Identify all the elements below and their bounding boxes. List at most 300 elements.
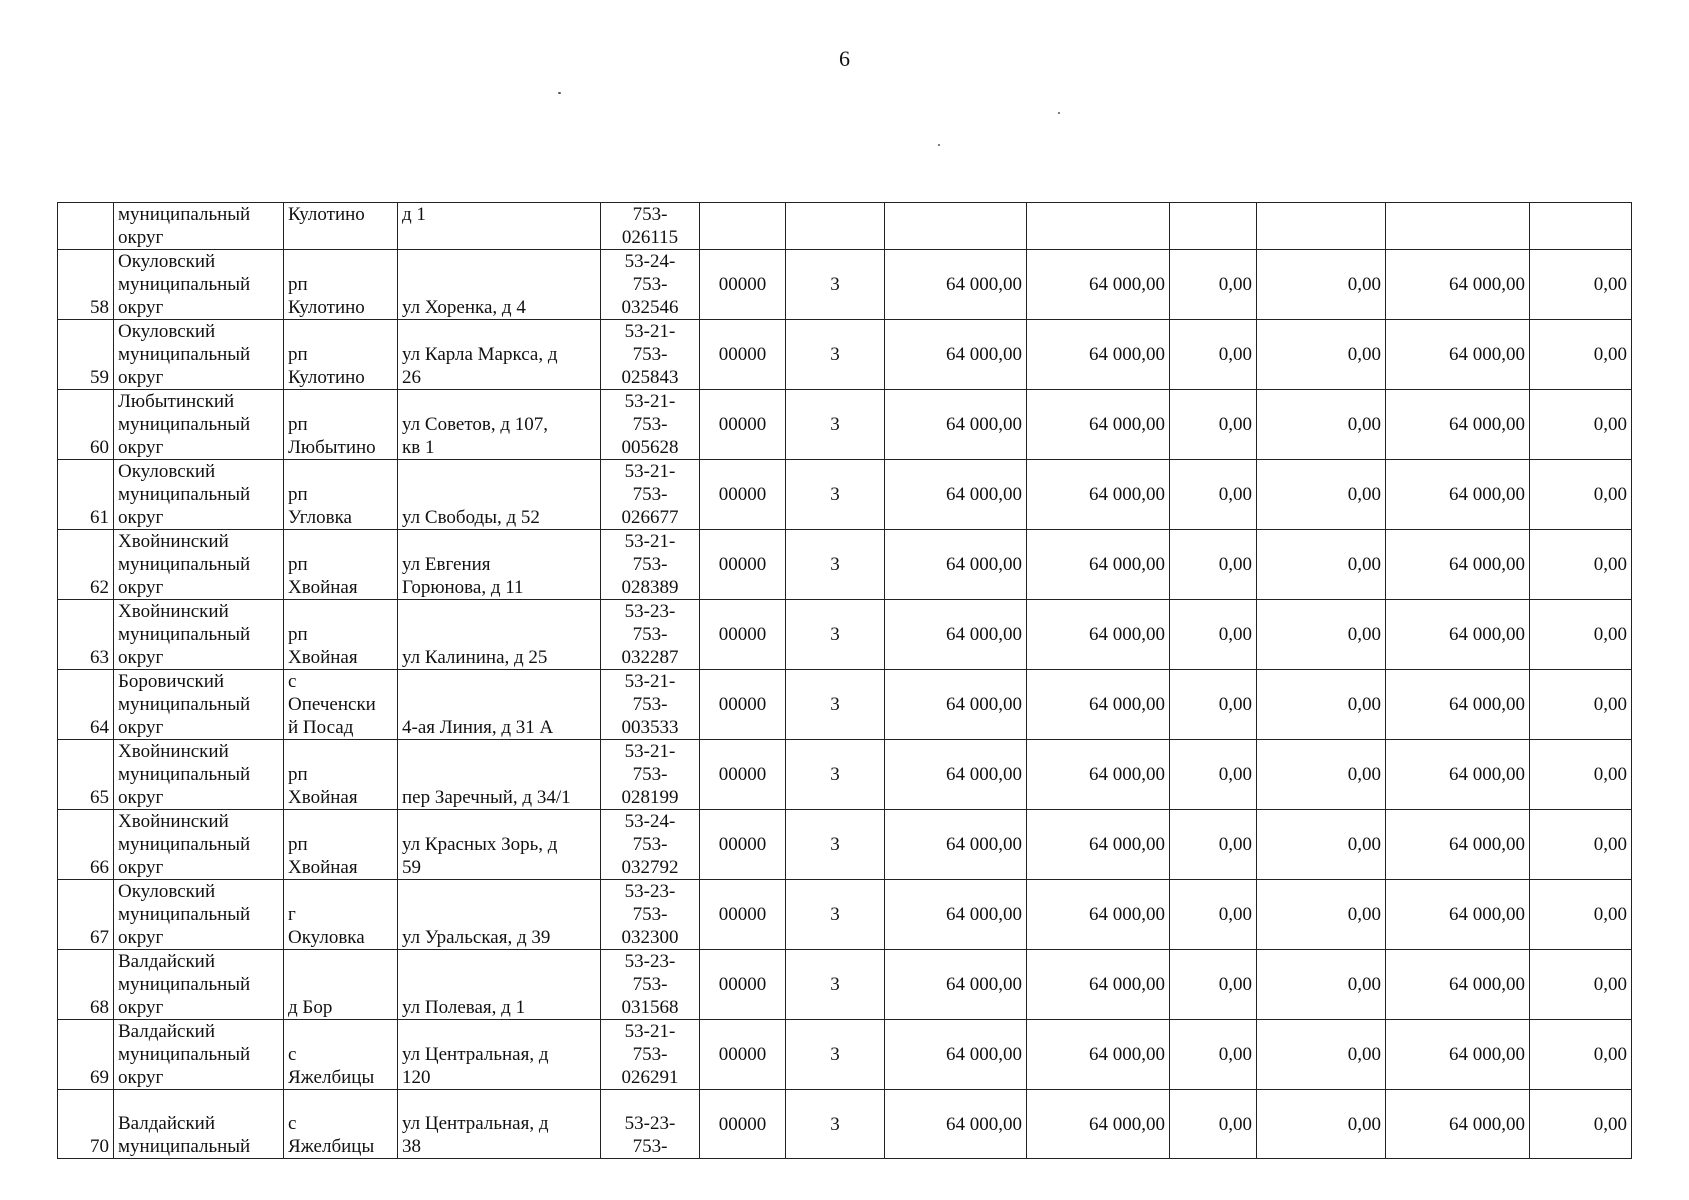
amount-federal-cell: 0,00 [1170, 320, 1257, 390]
amount-federal-cell: 0,00 [1170, 880, 1257, 950]
scan-speck [558, 92, 561, 94]
district-cell [114, 460, 284, 530]
row-number-cell: 68 [58, 950, 114, 1020]
code-cell-line: 53-21- [624, 321, 676, 342]
row-number-cell: 70 [58, 1090, 114, 1159]
amount-balance-cell: 0,00 [1530, 530, 1632, 600]
district-cell-line: Валдайский [118, 951, 216, 972]
settlement-cell [284, 390, 398, 460]
amount-total-cell: 64 000,00 [885, 880, 1027, 950]
table-row [58, 1020, 1632, 1090]
address-cell-line: ул Красных Зорь, д [402, 834, 558, 855]
empty-cell [1530, 203, 1632, 250]
address-cell [398, 390, 601, 460]
district-cell [114, 1020, 284, 1090]
amount-paid-cell: 64 000,00 [1386, 670, 1530, 740]
district-cell [114, 1090, 284, 1159]
settlement-cell [284, 670, 398, 740]
code-cell [601, 203, 700, 250]
amount-local-cell: 0,00 [1257, 880, 1386, 950]
settlement-cell-line: Яжелбицы [288, 1067, 375, 1088]
address-cell [398, 460, 601, 530]
empty-cell [1027, 203, 1170, 250]
district-cell-line: округ [118, 857, 164, 878]
amount-regional-cell: 64 000,00 [1027, 740, 1170, 810]
category-cell: 3 [786, 950, 885, 1020]
zero-code-cell: 00000 [700, 390, 786, 460]
amount-federal-cell: 0,00 [1170, 1090, 1257, 1159]
district-cell-line: округ [118, 227, 164, 248]
settlement-cell-line: Хвойная [288, 787, 358, 808]
district-cell [114, 810, 284, 880]
empty-cell [786, 203, 885, 250]
category-cell: 3 [786, 740, 885, 810]
category-cell: 3 [786, 530, 885, 600]
amount-total-cell: 64 000,00 [885, 600, 1027, 670]
address-cell-line: ул Хоренка, д 4 [402, 297, 526, 318]
row-number-cell: 63 [58, 600, 114, 670]
address-cell [398, 950, 601, 1020]
amount-local-cell: 0,00 [1257, 600, 1386, 670]
amount-regional-cell: 64 000,00 [1027, 670, 1170, 740]
table-row [58, 1090, 1632, 1159]
settlement-cell [284, 740, 398, 810]
table-body [58, 203, 1632, 1159]
settlement-cell-line: Яжелбицы [288, 1136, 375, 1157]
address-cell-line: ул Карла Маркса, д [402, 344, 558, 365]
amount-total-cell: 64 000,00 [885, 810, 1027, 880]
amount-local-cell: 0,00 [1257, 390, 1386, 460]
settlement-cell-line: Угловка [288, 507, 352, 528]
amount-paid-cell: 64 000,00 [1386, 1090, 1530, 1159]
amount-total-cell: 64 000,00 [885, 1090, 1027, 1159]
amount-paid-cell: 64 000,00 [1386, 600, 1530, 670]
amount-local-cell: 0,00 [1257, 320, 1386, 390]
amount-balance-cell: 0,00 [1530, 810, 1632, 880]
code-cell-line: 753- [632, 1136, 668, 1157]
amount-regional-cell: 64 000,00 [1027, 530, 1170, 600]
district-cell-line: муниципальный [118, 764, 251, 785]
category-cell: 3 [786, 810, 885, 880]
district-cell-line: округ [118, 647, 164, 668]
amount-regional-cell: 64 000,00 [1027, 320, 1170, 390]
amount-federal-cell: 0,00 [1170, 740, 1257, 810]
zero-code-cell: 00000 [700, 1090, 786, 1159]
amount-paid-cell: 64 000,00 [1386, 950, 1530, 1020]
amount-total-cell: 64 000,00 [885, 530, 1027, 600]
code-cell-line: 753- [632, 204, 668, 225]
zero-code-cell: 00000 [700, 810, 786, 880]
settlement-cell-line: Любытино [288, 437, 376, 458]
code-cell-line: 031568 [621, 997, 679, 1018]
district-cell [114, 203, 284, 250]
amount-regional-cell: 64 000,00 [1027, 460, 1170, 530]
code-cell-line: 53-23- [624, 881, 676, 902]
address-cell-line: 59 [402, 857, 421, 878]
amount-balance-cell: 0,00 [1530, 320, 1632, 390]
address-cell-line: 26 [402, 367, 421, 388]
district-cell-line: округ [118, 717, 164, 738]
address-cell [398, 320, 601, 390]
address-cell-line: 38 [402, 1136, 421, 1157]
code-cell [601, 880, 700, 950]
district-cell-line: муниципальный [118, 1044, 251, 1065]
scan-speck [938, 144, 940, 146]
code-cell-line: 026677 [621, 507, 679, 528]
settlement-cell-line: д Бор [288, 997, 333, 1018]
settlement-cell-line: с [288, 1113, 297, 1134]
district-cell-line: Хвойнинский [118, 601, 229, 622]
amount-local-cell: 0,00 [1257, 950, 1386, 1020]
amount-federal-cell: 0,00 [1170, 1020, 1257, 1090]
table-row [58, 740, 1632, 810]
code-cell-line: 003533 [621, 717, 679, 738]
settlement-cell-line: Кулотино [288, 297, 365, 318]
address-cell-line: пер Заречный, д 34/1 [402, 787, 571, 808]
table-row [58, 880, 1632, 950]
settlement-cell-line: Хвойная [288, 577, 358, 598]
code-cell-line: 028199 [621, 787, 679, 808]
address-cell [398, 670, 601, 740]
district-cell-line: округ [118, 927, 164, 948]
district-cell [114, 530, 284, 600]
category-cell: 3 [786, 460, 885, 530]
district-cell [114, 880, 284, 950]
row-number-cell: 66 [58, 810, 114, 880]
amount-balance-cell: 0,00 [1530, 1020, 1632, 1090]
code-cell-line: 753- [632, 1044, 668, 1065]
code-cell-line: 032300 [621, 927, 679, 948]
zero-code-cell: 00000 [700, 600, 786, 670]
district-cell [114, 390, 284, 460]
table-row [58, 203, 1632, 250]
district-cell-line: округ [118, 367, 164, 388]
amount-paid-cell: 64 000,00 [1386, 250, 1530, 320]
settlement-cell [284, 320, 398, 390]
amount-paid-cell: 64 000,00 [1386, 320, 1530, 390]
amount-total-cell: 64 000,00 [885, 670, 1027, 740]
amount-local-cell: 0,00 [1257, 1090, 1386, 1159]
amount-balance-cell: 0,00 [1530, 390, 1632, 460]
amount-paid-cell: 64 000,00 [1386, 810, 1530, 880]
zero-code-cell: 00000 [700, 460, 786, 530]
code-cell-line: 028389 [621, 577, 679, 598]
settlement-cell-line: Окуловка [288, 927, 365, 948]
table-row [58, 530, 1632, 600]
settlement-cell [284, 810, 398, 880]
amount-local-cell: 0,00 [1257, 460, 1386, 530]
district-cell-line: округ [118, 787, 164, 808]
empty-cell [1386, 203, 1530, 250]
address-cell-line: ул Свободы, д 52 [402, 507, 540, 528]
amount-balance-cell: 0,00 [1530, 880, 1632, 950]
settlement-cell-line: рп [288, 484, 308, 505]
scan-speck [1058, 112, 1060, 114]
district-cell-line: Окуловский [118, 321, 216, 342]
amount-paid-cell: 64 000,00 [1386, 460, 1530, 530]
amount-balance-cell: 0,00 [1530, 250, 1632, 320]
zero-code-cell: 00000 [700, 320, 786, 390]
amount-federal-cell: 0,00 [1170, 530, 1257, 600]
amount-local-cell: 0,00 [1257, 810, 1386, 880]
zero-code-cell: 00000 [700, 1020, 786, 1090]
settlement-cell-line: рп [288, 834, 308, 855]
settlement-cell-line: Кулотино [288, 367, 365, 388]
empty-cell [700, 203, 786, 250]
amount-regional-cell: 64 000,00 [1027, 250, 1170, 320]
address-cell [398, 880, 601, 950]
settlement-cell [284, 880, 398, 950]
code-cell [601, 950, 700, 1020]
code-cell [601, 250, 700, 320]
district-cell [114, 250, 284, 320]
settlement-cell-line: г [288, 904, 296, 925]
amount-balance-cell: 0,00 [1530, 460, 1632, 530]
address-cell-line: ул Центральная, д [402, 1113, 549, 1134]
amount-local-cell: 0,00 [1257, 1020, 1386, 1090]
amount-federal-cell: 0,00 [1170, 950, 1257, 1020]
amount-paid-cell: 64 000,00 [1386, 740, 1530, 810]
address-cell-line: д 1 [402, 204, 426, 225]
code-cell-line: 53-21- [624, 391, 676, 412]
row-number-cell: 60 [58, 390, 114, 460]
district-cell-line: муниципальный [118, 204, 251, 225]
district-cell-line: округ [118, 297, 164, 318]
code-cell [601, 740, 700, 810]
row-number-cell: 65 [58, 740, 114, 810]
code-cell [601, 1090, 700, 1159]
page-number: 6 [839, 46, 850, 71]
zero-code-cell: 00000 [700, 740, 786, 810]
settlement-cell-line: рп [288, 414, 308, 435]
amount-balance-cell: 0,00 [1530, 740, 1632, 810]
amount-paid-cell: 64 000,00 [1386, 880, 1530, 950]
amount-federal-cell: 0,00 [1170, 390, 1257, 460]
amount-regional-cell: 64 000,00 [1027, 390, 1170, 460]
settlement-cell-line: рп [288, 554, 308, 575]
district-cell-line: Окуловский [118, 881, 216, 902]
code-cell [601, 600, 700, 670]
table-row [58, 600, 1632, 670]
address-cell-line: ул Полевая, д 1 [402, 997, 526, 1018]
code-cell [601, 670, 700, 740]
address-cell-line: 4-ая Линия, д 31 А [402, 717, 554, 738]
district-cell [114, 320, 284, 390]
amount-total-cell: 64 000,00 [885, 950, 1027, 1020]
district-cell-line: муниципальный [118, 484, 251, 505]
zero-code-cell: 00000 [700, 880, 786, 950]
code-cell-line: 53-23- [624, 601, 676, 622]
category-cell: 3 [786, 250, 885, 320]
code-cell-line: 025843 [621, 367, 679, 388]
code-cell-line: 53-21- [624, 671, 676, 692]
code-cell-line: 53-21- [624, 461, 676, 482]
category-cell: 3 [786, 320, 885, 390]
district-cell [114, 740, 284, 810]
table-row [58, 810, 1632, 880]
code-cell-line: 032287 [621, 647, 679, 668]
amount-total-cell: 64 000,00 [885, 390, 1027, 460]
category-cell: 3 [786, 390, 885, 460]
code-cell-line: 753- [632, 624, 668, 645]
settlement-cell-line: рп [288, 344, 308, 365]
address-cell-line: Горюнова, д 11 [402, 577, 524, 598]
table-row [58, 390, 1632, 460]
code-cell-line: 753- [632, 484, 668, 505]
table-row [58, 250, 1632, 320]
settlement-cell-line: й Посад [288, 717, 354, 738]
settlement-cell [284, 600, 398, 670]
code-cell-line: 753- [632, 904, 668, 925]
category-cell: 3 [786, 600, 885, 670]
code-cell [601, 320, 700, 390]
zero-code-cell: 00000 [700, 530, 786, 600]
code-cell-line: 53-21- [624, 531, 676, 552]
code-cell-line: 026115 [621, 227, 679, 248]
amount-paid-cell: 64 000,00 [1386, 1020, 1530, 1090]
settlement-cell [284, 950, 398, 1020]
zero-code-cell: 00000 [700, 250, 786, 320]
amount-paid-cell: 64 000,00 [1386, 390, 1530, 460]
amount-regional-cell: 64 000,00 [1027, 600, 1170, 670]
amount-local-cell: 0,00 [1257, 250, 1386, 320]
district-cell-line: муниципальный [118, 974, 251, 995]
table-row [58, 950, 1632, 1020]
code-cell-line: 53-21- [624, 1021, 676, 1042]
address-cell [398, 740, 601, 810]
code-cell-line: 026291 [621, 1067, 679, 1088]
address-cell [398, 600, 601, 670]
settlement-cell [284, 1090, 398, 1159]
amount-paid-cell: 64 000,00 [1386, 530, 1530, 600]
amount-total-cell: 64 000,00 [885, 460, 1027, 530]
code-cell-line: 753- [632, 834, 668, 855]
zero-code-cell: 00000 [700, 950, 786, 1020]
settlement-cell-line: рп [288, 624, 308, 645]
code-cell [601, 1020, 700, 1090]
code-cell-line: 032792 [621, 857, 679, 878]
code-cell-line: 753- [632, 694, 668, 715]
district-cell-line: муниципальный [118, 624, 251, 645]
address-cell [398, 1020, 601, 1090]
district-cell-line: муниципальный [118, 344, 251, 365]
code-cell-line: 753- [632, 414, 668, 435]
code-cell-line: 753- [632, 764, 668, 785]
district-cell-line: Валдайский [118, 1113, 216, 1134]
row-number-cell: 67 [58, 880, 114, 950]
district-cell-line: муниципальный [118, 274, 251, 295]
code-cell-line: 753- [632, 554, 668, 575]
address-cell-line: кв 1 [402, 437, 435, 458]
code-cell-line: 53-21- [624, 741, 676, 762]
table-row [58, 670, 1632, 740]
code-cell-line: 005628 [621, 437, 679, 458]
amount-total-cell: 64 000,00 [885, 740, 1027, 810]
row-number-cell: 61 [58, 460, 114, 530]
district-cell [114, 600, 284, 670]
amount-balance-cell: 0,00 [1530, 600, 1632, 670]
address-cell-line: ул Советов, д 107, [402, 414, 549, 435]
district-cell-line: муниципальный [118, 904, 251, 925]
address-cell-line: ул Центральная, д [402, 1044, 549, 1065]
settlement-cell [284, 530, 398, 600]
district-cell-line: Окуловский [118, 251, 216, 272]
address-cell-line: ул Евгения [402, 554, 491, 575]
amount-regional-cell: 64 000,00 [1027, 1090, 1170, 1159]
row-number-cell: 64 [58, 670, 114, 740]
category-cell: 3 [786, 1090, 885, 1159]
district-cell [114, 950, 284, 1020]
code-cell-line: 53-24- [624, 251, 676, 272]
code-cell [601, 460, 700, 530]
code-cell [601, 390, 700, 460]
address-cell-line: ул Уральская, д 39 [402, 927, 551, 948]
amount-local-cell: 0,00 [1257, 530, 1386, 600]
district-cell [114, 670, 284, 740]
settlement-cell-line: с [288, 671, 297, 692]
row-number-cell [58, 203, 114, 250]
district-cell-line: Хвойнинский [118, 531, 229, 552]
row-number-cell: 62 [58, 530, 114, 600]
amount-federal-cell: 0,00 [1170, 250, 1257, 320]
amount-total-cell: 64 000,00 [885, 1020, 1027, 1090]
district-cell-line: Боровичский [118, 671, 225, 692]
code-cell [601, 530, 700, 600]
code-cell-line: 53-23- [624, 1113, 676, 1134]
district-cell-line: округ [118, 1067, 164, 1088]
district-cell-line: Окуловский [118, 461, 216, 482]
registry-table [57, 202, 1632, 1159]
district-cell-line: округ [118, 507, 164, 528]
code-cell [601, 810, 700, 880]
settlement-cell-line: Опеченски [288, 694, 376, 715]
settlement-cell [284, 250, 398, 320]
district-cell-line: округ [118, 997, 164, 1018]
category-cell: 3 [786, 670, 885, 740]
empty-cell [885, 203, 1027, 250]
district-cell-line: Любытинский [118, 391, 235, 412]
address-cell [398, 810, 601, 880]
code-cell-line: 753- [632, 274, 668, 295]
amount-local-cell: 0,00 [1257, 740, 1386, 810]
settlement-cell-line: Хвойная [288, 647, 358, 668]
settlement-cell-line: Кулотино [288, 204, 365, 225]
code-cell-line: 53-24- [624, 811, 676, 832]
amount-federal-cell: 0,00 [1170, 670, 1257, 740]
amount-federal-cell: 0,00 [1170, 600, 1257, 670]
district-cell-line: округ [118, 437, 164, 458]
settlement-cell-line: Хвойная [288, 857, 358, 878]
amount-regional-cell: 64 000,00 [1027, 1020, 1170, 1090]
district-cell-line: муниципальный [118, 554, 251, 575]
table-row [58, 460, 1632, 530]
settlement-cell [284, 1020, 398, 1090]
address-cell-line: ул Калинина, д 25 [402, 647, 548, 668]
amount-total-cell: 64 000,00 [885, 250, 1027, 320]
amount-regional-cell: 64 000,00 [1027, 880, 1170, 950]
settlement-cell [284, 460, 398, 530]
address-cell-line: 120 [402, 1067, 431, 1088]
code-cell-line: 753- [632, 344, 668, 365]
district-cell-line: муниципальный [118, 834, 251, 855]
district-cell-line: Валдайский [118, 1021, 216, 1042]
amount-total-cell: 64 000,00 [885, 320, 1027, 390]
amount-balance-cell: 0,00 [1530, 1090, 1632, 1159]
address-cell [398, 530, 601, 600]
amount-balance-cell: 0,00 [1530, 950, 1632, 1020]
district-cell-line: муниципальный [118, 414, 251, 435]
code-cell-line: 53-23- [624, 951, 676, 972]
